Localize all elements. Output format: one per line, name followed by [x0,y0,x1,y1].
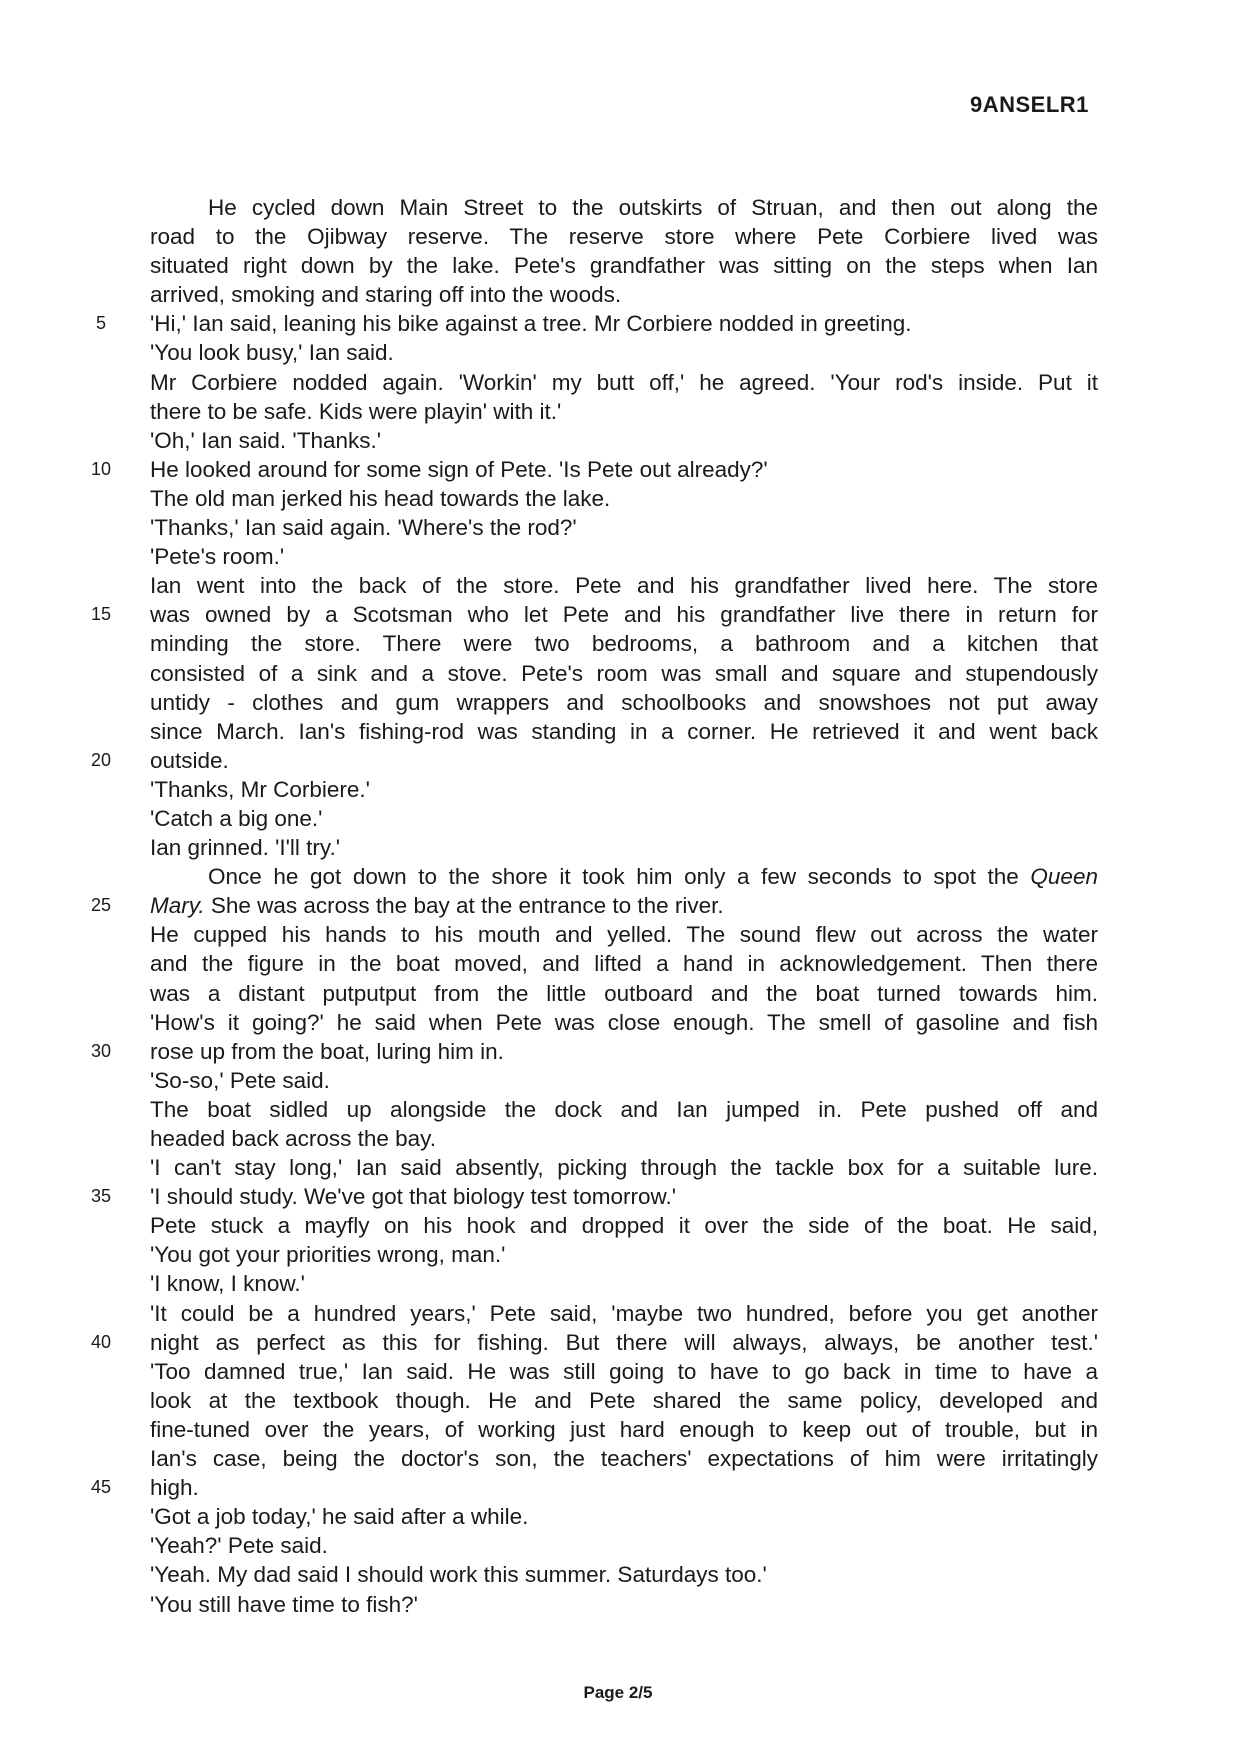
passage-line [0,1240,1236,1269]
line-number: 20 [90,749,112,770]
line-body: look at the textbook though. He and Pete shared the same policy, developed and [150,1387,1098,1413]
passage-line [0,1299,1236,1328]
line-body: 'So-so,' Pete said. [150,1067,330,1093]
line-body: rose up from the boat, luring him in. [150,1038,504,1064]
line-body: high. [150,1475,199,1501]
line-number: 25 [90,895,112,916]
line-text [150,1560,1098,1589]
line-body: 'Too damned true,' Ian said. He was still going to have to go back in time to have a [150,1358,1098,1384]
passage-line [0,571,1236,600]
passage-line [0,1269,1236,1298]
passage-line [0,746,1236,775]
line-text [150,979,1098,1008]
line-body: The boat sidled up alongside the dock and Ian jumped in. Pete pushed off and [150,1096,1098,1122]
passage-line [0,513,1236,542]
line-text [150,1182,1098,1211]
line-body: was a distant putputput from the little outboard and the boat turned towards him. [150,980,1098,1006]
line-text [150,717,1098,746]
page-number: Page 2/5 [583,1683,653,1702]
passage-line [0,833,1236,862]
line-body: 'I know, I know.' [150,1271,305,1297]
passage-line [0,397,1236,426]
line-body: was owned by a Scotsman who let Pete and his grandfather live there in return for [150,602,1098,628]
passage-line [0,600,1236,629]
line-text [150,1415,1098,1444]
passage-line [0,1531,1236,1560]
line-text [150,280,1098,309]
passage-line [0,1008,1236,1037]
passage-line [0,193,1236,222]
passage-line [0,1182,1236,1211]
line-text [150,1386,1098,1415]
italic-text: Mary. [150,893,205,919]
line-text [150,1531,1098,1560]
line-body: 'Got a job today,' he said after a while. [150,1504,529,1530]
line-body: 'How's it going?' he said when Pete was close enough. The smell of gasoline and fish [150,1009,1098,1035]
line-text [150,1066,1098,1095]
line-number: 10 [90,458,112,479]
line-number: 5 [95,313,106,334]
line-body: arrived, smoking and staring off into the woods. [150,282,622,308]
passage-line [0,688,1236,717]
passage-line [0,1444,1236,1473]
line-body: 'I can't stay long,' Ian said absently, picking through the tackle box for a suitable lure. [150,1155,1098,1181]
passage-line [0,1560,1236,1589]
line-body: 'Oh,' Ian said. 'Thanks.' [150,427,382,453]
line-text [150,1590,1098,1619]
line-text [150,1153,1098,1182]
reading-passage [0,193,1236,1619]
passage-line [0,222,1236,251]
passage-line [0,804,1236,833]
line-number: 40 [90,1331,112,1352]
line-body: headed back across the bay. [150,1126,437,1151]
line-text [150,1240,1098,1269]
line-body: outside. [150,747,229,773]
passage-line [0,629,1236,658]
passage-line [0,717,1236,746]
line-body: Mr Corbiere nodded again. 'Workin' my butt off,' he agreed. 'Your rod's inside. Put it [150,369,1098,395]
passage-line [0,1095,1236,1124]
line-text [150,891,1098,920]
line-body: The old man jerked his head towards the lake. [150,485,611,511]
line-text [150,775,1098,804]
line-body: 'You look busy,' Ian said. [150,340,394,366]
passage-line [0,979,1236,1008]
passage-line [0,1211,1236,1240]
line-text [150,309,1098,338]
line-number: 35 [90,1186,112,1207]
passage-line [0,251,1236,280]
line-body: fine-tuned over the years, of working just hard enough to keep out of trouble, but in [150,1416,1098,1442]
line-text [150,542,1098,571]
line-body: He cupped his hands to his mouth and yelled. The sound flew out across the water [150,922,1098,948]
line-text [208,862,1098,891]
line-text [150,833,1098,862]
line-text [150,688,1098,717]
line-body: road to the Ojibway reserve. The reserve store where Pete Corbiere lived was [150,224,1098,250]
line-body: Pete stuck a mayfly on his hook and dropped it over the side of the boat. He said, [150,1213,1098,1239]
line-body: 'Hi,' Ian said, leaning his bike against a tree. Mr Corbiere nodded in greeting. [150,311,912,337]
line-number: 30 [90,1040,112,1061]
passage-line [0,484,1236,513]
line-text [150,1299,1098,1328]
passage-line [0,1153,1236,1182]
passage-line [0,1502,1236,1531]
line-body: Once he got down to the shore it took him only a few seconds to spot the [208,864,1019,890]
line-text [150,368,1098,397]
line-text [150,1328,1098,1357]
line-number: 15 [90,604,112,625]
line-text [150,484,1098,513]
line-text [150,1502,1098,1531]
line-body: minding the store. There were two bedrooms, a bathroom and a kitchen that [150,631,1098,657]
line-body: 'It could be a hundred years,' Pete said, 'maybe two hundred, before you get another [150,1300,1098,1326]
line-text [150,1095,1098,1124]
line-body: 'You got your priorities wrong, man.' [150,1242,506,1268]
passage-line [0,862,1236,891]
line-body: 'You still have time to fish?' [150,1591,418,1617]
line-text [150,426,1098,455]
passage-line [0,1066,1236,1095]
line-body: night as perfect as this for fishing. But there will always, always, be another test.' [150,1329,1098,1355]
line-text [150,949,1098,978]
line-text [150,746,1098,775]
line-text [150,251,1098,280]
passage-line [0,280,1236,309]
line-text [150,920,1098,949]
line-text [150,397,1098,426]
line-body: and the figure in the boat moved, and lifted a hand in acknowledgement. Then there [150,951,1098,977]
passage-line [0,1415,1236,1444]
line-text [150,1357,1098,1386]
line-body: since March. Ian's fishing-rod was standing in a corner. He retrieved it and went back [150,718,1098,744]
line-body: Ian grinned. 'I'll try.' [150,835,341,861]
line-body: She was across the bay at the entrance to the river. [204,893,724,919]
line-text [150,222,1098,251]
line-text [150,1124,1098,1153]
line-text [150,1444,1098,1473]
line-body: Ian went into the back of the store. Pete and his grandfather lived here. The store [150,573,1098,599]
passage-line [0,1037,1236,1066]
passage-line [0,455,1236,484]
line-text [208,193,1098,222]
passage-line [0,659,1236,688]
passage-line [0,368,1236,397]
line-text [150,571,1098,600]
line-text [150,1037,1098,1066]
line-body: 'Yeah?' Pete said. [150,1533,328,1559]
line-text [150,600,1098,629]
line-body: 'I should study. We've got that biology test tomorrow.' [150,1184,677,1210]
passage-line [0,1328,1236,1357]
line-text [150,455,1098,484]
passage-line [0,1124,1236,1153]
line-body: untidy - clothes and gum wrappers and schoolbooks and snowshoes not put away [150,689,1098,715]
line-body: consisted of a sink and a stove. Pete's room was small and square and stupendously [150,660,1098,686]
line-body: Ian's case, being the doctor's son, the teachers' expectations of him were irritatingly [150,1446,1098,1472]
passage-line [0,920,1236,949]
passage-line [0,775,1236,804]
line-text [150,1473,1098,1502]
paper-code: 9ANSELR1 [970,92,1089,117]
line-body: 'Thanks, Mr Corbiere.' [150,776,370,802]
line-text [150,1211,1098,1240]
passage-line [0,1473,1236,1502]
line-body: 'Yeah. My dad said I should work this summer. Saturdays too.' [150,1562,767,1588]
line-body: situated right down by the lake. Pete's grandfather was sitting on the steps when Ian [150,253,1098,279]
line-body: 'Pete's room.' [150,544,285,570]
passage-line [0,891,1236,920]
line-text [150,804,1098,833]
passage-line [0,338,1236,367]
italic-text: Queen [1030,864,1098,890]
passage-line [0,426,1236,455]
passage-line [0,542,1236,571]
line-body: 'Thanks,' Ian said again. 'Where's the rod?' [150,515,577,541]
passage-line [0,1386,1236,1415]
line-text [150,1008,1098,1037]
line-body: He looked around for some sign of Pete. 'Is Pete out already?' [150,456,768,482]
passage-line [0,949,1236,978]
passage-line [0,1590,1236,1619]
line-text [150,629,1098,658]
passage-line [0,1357,1236,1386]
line-text [150,338,1098,367]
line-body: 'Catch a big one.' [150,805,323,831]
line-text [150,513,1098,542]
line-body: there to be safe. Kids were playin' with it.' [150,398,562,424]
line-text [150,659,1098,688]
passage-line [0,309,1236,338]
line-text [150,1269,1098,1298]
line-body: He cycled down Main Street to the outskirts of Struan, and then out along the [208,195,1098,220]
line-number: 45 [90,1477,112,1498]
